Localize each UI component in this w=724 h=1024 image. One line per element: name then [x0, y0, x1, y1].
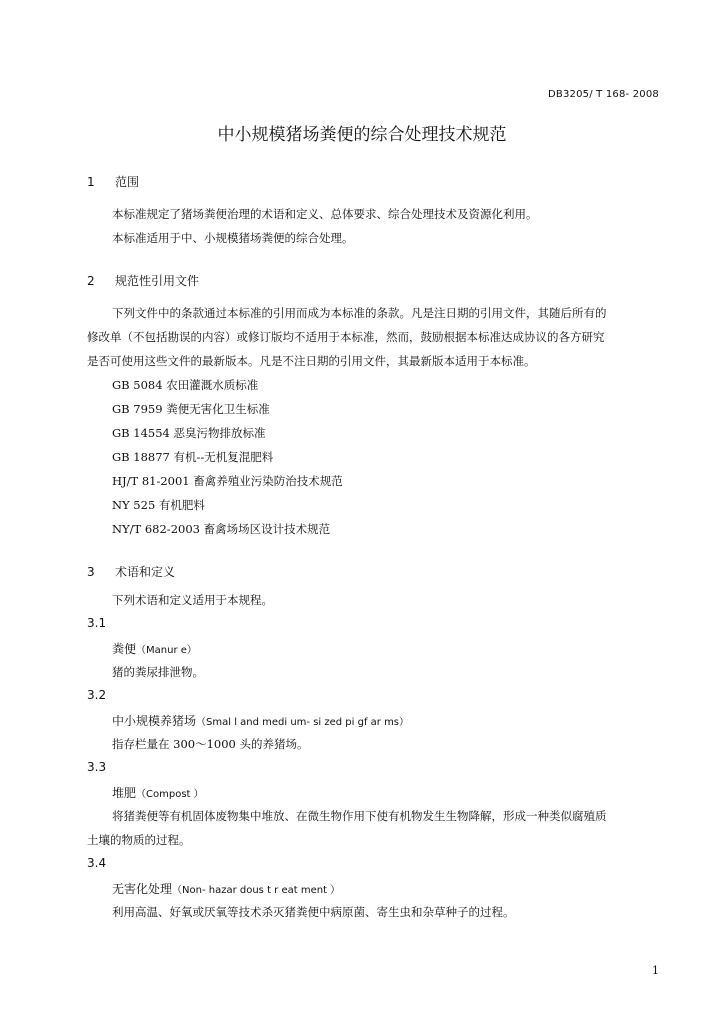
term-name: 粪便 — [112, 642, 137, 656]
section-number: 1 — [87, 175, 95, 189]
section-title: 规范性引用文件 — [115, 274, 200, 288]
section-number: 3 — [87, 565, 95, 579]
section-2-intro-line-2: 修改单（不包括勘误的内容）或修订版均不适用于本标准，然而，鼓励根据本标准达成协议的各方研究 — [87, 330, 605, 344]
term-heading — [112, 880, 340, 897]
term-number: 3.4 — [87, 856, 107, 870]
term-english: （Compost ） — [136, 789, 204, 800]
section-3-intro: 下列术语和定义适用于本规程。 — [112, 593, 273, 607]
term-heading — [112, 640, 197, 657]
section-title: 术语和定义 — [115, 565, 176, 579]
reference-item: NY 525 有机肥料 — [112, 498, 205, 512]
term-name: 中小规模养猪场 — [112, 714, 197, 728]
term-definition: 利用高温、好氧或厌氧等技术杀灭猪粪便中病原菌、寄生虫和杂草种子的过程。 — [112, 905, 515, 919]
term-number: 3.2 — [87, 688, 107, 702]
reference-item: GB 18877 有机--无机复混肥料 — [112, 450, 274, 464]
term-definition-continued: 土壤的物质的过程。 — [87, 833, 191, 847]
term-definition: 将猪粪便等有机固体废物集中堆放、在微生物作用下使有机物发生生物降解，形成一种类似腐殖质 — [112, 809, 607, 823]
section-2-heading — [87, 272, 199, 289]
term-name: 堆肥 — [112, 786, 137, 800]
section-2-intro-line-3: 是否可使用这些文件的最新版本。凡是不注日期的引用文件，其最新版本适用于本标准。 — [87, 354, 536, 368]
term-english: （Manur e） — [136, 645, 197, 656]
section-2-intro-line-1: 下列文件中的条款通过本标准的引用而成为本标准的条款。凡是注日期的引用文件，其随后所有的 — [112, 306, 607, 320]
term-name: 无害化处理 — [112, 882, 173, 896]
section-1-heading — [87, 173, 139, 190]
reference-item: GB 7959 粪便无害化卫生标准 — [112, 402, 270, 416]
term-heading — [112, 784, 204, 801]
term-english: （Non- hazar dous t r eat ment ） — [172, 885, 341, 896]
document-title: 中小规模猪场粪便的综合处理技术规范 — [217, 125, 507, 145]
standard-code: DB3205/ T 168- 2008 — [548, 89, 659, 100]
term-definition: 猪的粪尿排泄物。 — [112, 665, 204, 679]
reference-item: NY/T 682-2003 畜禽场场区设计技术规范 — [112, 522, 331, 536]
term-number: 3.1 — [87, 616, 107, 630]
page-number: 1 — [652, 964, 659, 977]
reference-item: HJ/T 81-2001 畜禽养殖业污染防治技术规范 — [112, 474, 343, 488]
section-1-paragraph-2: 本标准适用于中、小规模猪场粪便的综合处理。 — [112, 231, 354, 245]
section-title: 范围 — [115, 175, 140, 189]
term-number: 3.3 — [87, 760, 107, 774]
term-definition: 指存栏量在 300～1000 头的养猪场。 — [112, 737, 309, 751]
section-3-heading — [87, 563, 175, 580]
reference-item: GB 14554 恶臭污物排放标准 — [112, 426, 266, 440]
reference-item: GB 5084 农田灌溉水质标准 — [112, 378, 259, 392]
term-heading — [112, 712, 409, 729]
term-english: （Smal l and medi um- si zed pi gf ar ms） — [196, 717, 410, 728]
section-number: 2 — [87, 274, 95, 288]
section-1-paragraph-1: 本标准规定了猪场粪便治理的术语和定义、总体要求、综合处理技术及资源化利用。 — [112, 207, 538, 221]
